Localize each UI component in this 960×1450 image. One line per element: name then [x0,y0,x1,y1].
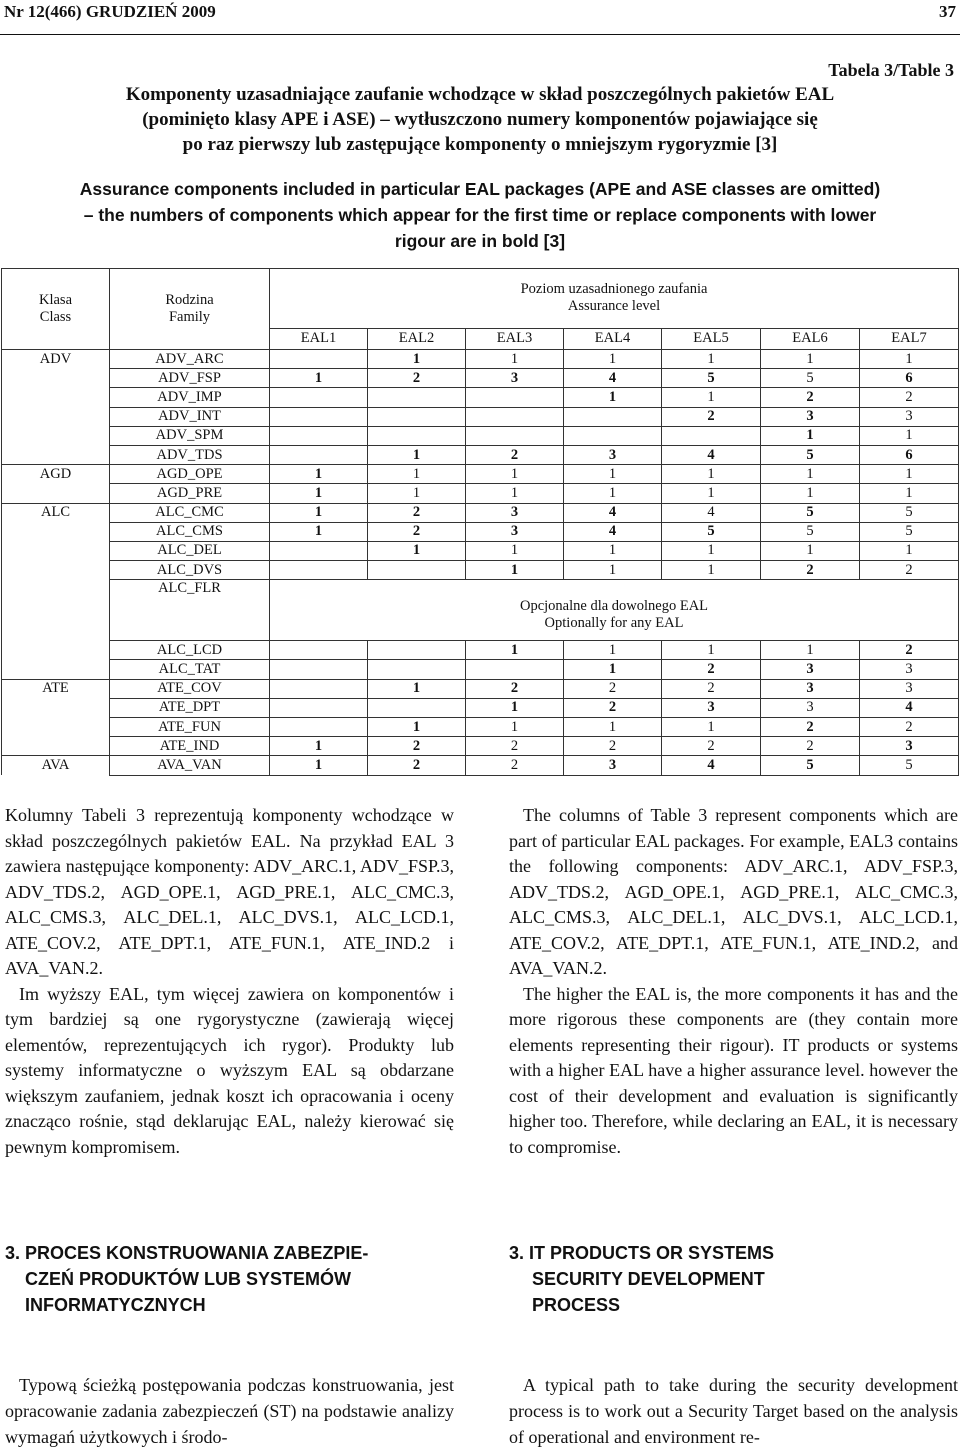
eal-value-cell: 1 [368,541,466,560]
eal-value-cell: 1 [368,465,466,484]
eal-value-cell: 1 [368,718,466,737]
header-family [110,269,270,350]
section-heading-line: CZEŃ PRODUKTÓW LUB SYSTEMÓW [25,1269,351,1289]
eal-value-cell: 2 [761,718,860,737]
eal-value-cell: 1 [270,484,368,503]
table-row [2,561,959,580]
eal-value-cell: 2 [662,679,761,698]
eal-value-cell: 5 [761,445,860,464]
paragraph: The higher the EAL is, the more components it has and the more rigorous these components are (they contain more elements representing their rigour). IT products or systems with a higher EAL have a higher assurance level. however the cost of their development and evaluation is significantly higher too. Therefore, while declaring an EAL, it is necessary to compromise. [509,983,958,1157]
eal-value-cell: 2 [860,561,959,580]
eal-value-cell: 5 [761,369,860,388]
class-cell [2,718,110,737]
eal-value-cell [270,445,368,464]
eal-value-cell [466,407,564,426]
table-row [2,445,959,464]
eal-value-cell: 3 [466,503,564,522]
table-row [2,484,959,503]
class-cell: ADV [2,350,110,369]
table-row [2,580,959,641]
eal-value-cell: 2 [368,756,466,775]
eal-value-cell: 2 [662,407,761,426]
eal-value-cell: 1 [564,641,662,660]
family-cell: ADV_SPM [110,426,270,445]
eal-value-cell [270,679,368,698]
table-row [2,369,959,388]
eal-value-cell [368,388,466,407]
family-cell: AVA_VAN [110,756,270,775]
family-cell: ATE_FUN [110,718,270,737]
section-heading-line: INFORMATYCZNYCH [25,1295,206,1315]
class-cell: ALC [2,503,110,522]
family-cell: ATE_COV [110,679,270,698]
table-row [2,522,959,541]
eal-value-cell [662,426,761,445]
eal-value-cell: 3 [466,522,564,541]
eal-value-cell: 2 [368,737,466,756]
eal-value-cell: 3 [564,445,662,464]
eal-value-cell [270,698,368,717]
eal-value-cell: 5 [761,756,860,775]
family-cell: ALC_CMS [110,522,270,541]
eal-value-cell: 1 [270,522,368,541]
eal-value-cell [564,407,662,426]
eal-value-cell: 1 [466,465,564,484]
header-rule [0,34,960,35]
class-cell [2,369,110,388]
eal-value-cell: 2 [662,660,761,679]
eal-value-cell: 3 [761,660,860,679]
eal-value-cell: 2 [466,445,564,464]
class-cell [2,580,110,641]
paragraph: A typical path to take during the security development process is to work out a Security Target based on the analysis of operational and environment re- [509,1375,958,1447]
eal-value-cell: 1 [761,350,860,369]
eal-value-cell: 1 [564,541,662,560]
eal-value-cell: 3 [860,737,959,756]
eal-value-cell: 1 [860,484,959,503]
eal-value-cell: 4 [564,522,662,541]
eal-value-cell: 1 [368,445,466,464]
eal-column-header: EAL2 [368,328,466,349]
eal-value-cell: 1 [860,465,959,484]
eal-value-cell [368,426,466,445]
page-header [0,0,960,38]
eal-value-cell: 2 [466,679,564,698]
eal-value-cell: 4 [662,503,761,522]
eal-value-cell: 1 [761,541,860,560]
table-row [2,698,959,717]
eal-value-cell: 5 [662,522,761,541]
eal-value-cell: 6 [860,369,959,388]
eal-value-cell: 5 [860,756,959,775]
title-pl-line: Komponenty uzasadniające zaufanie wchodzące w skład poszczególnych pakietów EAL [125,84,835,105]
class-cell [2,407,110,426]
eal-value-cell [466,660,564,679]
eal-value-cell: 2 [860,641,959,660]
eal-value-cell: 1 [761,465,860,484]
header-family-en: Family [168,309,211,325]
family-cell: ALC_TAT [110,660,270,679]
header-level-en: Assurance level [567,298,661,315]
table-row [2,407,959,426]
table-row [2,465,959,484]
eal-value-cell: 2 [860,718,959,737]
header-class [2,269,110,350]
eal-value-cell: 1 [466,561,564,580]
paragraph: Im wyższy EAL, tym więcej zawiera on komponentów i tym bardziej są one rygorystyczne (zawierają więcej elementów, reprezentujących ich rygor). Produkty lub systemy informatyczne o wyższym EAL są obdarzane większym zaufaniem, jednak koszt ich opracowania i oceny znacząco rośnie, stąd deklarując EAL, należy kierować się pewnym kompromisem. [5,983,454,1157]
class-cell [2,698,110,717]
family-cell: ATE_IND [110,737,270,756]
page-number: 37 [939,2,956,21]
eal-value-cell: 1 [466,641,564,660]
eal-value-cell: 5 [662,369,761,388]
eal-value-cell: 2 [662,737,761,756]
section-heading-line: PROCESS [532,1295,621,1315]
eal-value-cell: 4 [662,445,761,464]
column-left-pl [5,803,454,1160]
table-row [2,641,959,660]
eal-value-cell: 6 [860,445,959,464]
eal-column-header: EAL5 [662,328,761,349]
eal-value-cell: 2 [860,388,959,407]
eal-value-cell [270,541,368,560]
table-body [2,350,959,776]
eal-value-cell: 1 [564,660,662,679]
eal-value-cell [270,561,368,580]
eal-value-cell: 2 [761,561,860,580]
eal-value-cell: 1 [368,350,466,369]
eal-value-cell [368,561,466,580]
family-cell: ALC_CMC [110,503,270,522]
section-heading-pl [5,1240,445,1318]
eal-column-header: EAL7 [860,328,959,349]
eal-value-cell [368,641,466,660]
body-text-pl [5,1372,454,1450]
optional-note-line: Optionally for any EAL [544,615,684,632]
table-row [2,679,959,698]
class-cell [2,561,110,580]
eal-value-cell: 2 [761,737,860,756]
eal-value-cell: 3 [860,407,959,426]
eal-value-cell: 5 [761,522,860,541]
eal-value-cell: 1 [662,718,761,737]
eal-value-cell: 1 [466,698,564,717]
family-cell: AGD_PRE [110,484,270,503]
family-cell: ADV_ARC [110,350,270,369]
header-class-en: Class [39,309,72,325]
section-heading-line: 3. IT PRODUCTS OR SYSTEMS [509,1243,775,1263]
family-cell: ALC_DVS [110,561,270,580]
eal-value-cell: 1 [860,350,959,369]
eal-value-cell: 2 [466,737,564,756]
table-row [2,503,959,522]
eal-value-cell [270,660,368,679]
class-cell [2,522,110,541]
eal-value-cell: 1 [662,561,761,580]
eal-value-cell [270,718,368,737]
eal-value-cell: 4 [662,756,761,775]
eal-value-cell: 4 [564,369,662,388]
eal-value-cell: 1 [564,718,662,737]
eal-value-cell [270,426,368,445]
eal-value-cell: 1 [860,541,959,560]
eal-value-cell: 4 [860,698,959,717]
eal-value-cell: 1 [662,641,761,660]
eal-value-cell: 1 [270,737,368,756]
eal-value-cell: 3 [662,698,761,717]
eal-value-cell: 2 [564,737,662,756]
family-cell: ALC_FLR [110,580,270,641]
class-cell: ATE [2,679,110,698]
table-row [2,350,959,369]
family-cell: ADV_IMP [110,388,270,407]
header-level-pl: Poziom uzasadnionego zaufania [520,281,708,298]
eal-value-cell: 1 [761,426,860,445]
header-level [270,269,959,329]
eal-value-cell: 1 [564,561,662,580]
eal-column-header: EAL4 [564,328,662,349]
class-cell [2,426,110,445]
family-cell: ATE_DPT [110,698,270,717]
eal-value-cell [466,426,564,445]
table-title-pl [0,82,960,157]
table-header-row [2,269,959,329]
title-en-line: rigour are in bold [3] [394,231,566,251]
table-row [2,426,959,445]
eal-column-header: EAL3 [466,328,564,349]
eal-value-cell: 1 [466,484,564,503]
issue-label: Nr 12(466) GRUDZIEŃ 2009 [4,2,216,21]
eal-value-cell: 1 [662,484,761,503]
family-cell: ADV_TDS [110,445,270,464]
eal-value-cell: 5 [860,522,959,541]
family-cell: AGD_OPE [110,465,270,484]
eal-value-cell: 2 [368,503,466,522]
eal-value-cell: 1 [761,641,860,660]
table-label: Tabela 3/Table 3 [828,60,954,80]
eal-value-cell: 1 [564,465,662,484]
family-cell: ADV_FSP [110,369,270,388]
eal-column-header: EAL6 [761,328,860,349]
eal-value-cell [368,660,466,679]
eal-value-cell: 3 [466,369,564,388]
eal-value-cell: 3 [761,679,860,698]
class-cell [2,445,110,464]
class-cell: AGD [2,465,110,484]
paragraph: Kolumny Tabeli 3 reprezentują komponenty wchodzące w skład poszczególnych pakietów EAL. Na przykład EAL 3 zawiera następujące komponenty: ADV_ARC.1, ADV_FSP.3, ADV_TDS.2, AGD_OPE.1, AGD_PRE.1, ALC_CMC.3, ALC_CMS.3, ALC_DEL.1, ALC_DVS.1, ALC_LCD.1, ATE_COV.2, ATE_DPT.1, ATE_FUN.1, ATE_IND.2 i AVA_VAN.2. [5,805,454,978]
eal-value-cell: 1 [662,541,761,560]
eal-value-cell: 3 [564,756,662,775]
table-row [2,718,959,737]
eal-value-cell: 3 [761,407,860,426]
section-heading-en [509,1240,949,1318]
eal-value-cell: 1 [662,388,761,407]
paragraph: Typową ścieżką postępowania podczas konstruowania, jest opracowanie zadania zabezpieczeń (ST) na podstawie analizy wymagań użytkowych i środo- [5,1375,454,1447]
eal-value-cell: 3 [860,660,959,679]
table-title-en [0,176,960,254]
title-en-line: – the numbers of components which appear for the first time or replace components with lower [83,205,877,225]
header-family-pl: Rodzina [165,292,214,308]
eal-value-cell [466,388,564,407]
eal-value-cell: 3 [860,679,959,698]
eal-value-cell: 2 [368,369,466,388]
table-row [2,737,959,756]
optional-note-cell [270,580,959,641]
family-cell: ADV_INT [110,407,270,426]
eal-value-cell: 5 [761,503,860,522]
family-cell: ALC_LCD [110,641,270,660]
eal-value-cell [564,426,662,445]
eal-value-cell: 1 [368,484,466,503]
eal-value-cell: 2 [466,756,564,775]
optional-note-line: Opcjonalne dla dowolnego EAL [519,598,709,615]
eal-value-cell: 2 [761,388,860,407]
eal-column-header: EAL1 [270,328,368,349]
class-cell [2,660,110,679]
eal-value-cell: 1 [270,369,368,388]
eal-value-cell: 1 [466,718,564,737]
table-row [2,388,959,407]
title-pl-line: po raz pierwszy lub zastępujące komponenty o mniejszym rygoryzmie [3] [182,134,778,155]
eal-value-cell [270,641,368,660]
class-cell: AVA [2,756,110,775]
eal-value-cell: 1 [466,541,564,560]
eal-value-cell: 5 [860,503,959,522]
class-cell [2,484,110,503]
section-heading-line: SECURITY DEVELOPMENT [532,1269,765,1289]
class-cell [2,641,110,660]
eal-value-cell: 1 [662,350,761,369]
body-text-en [509,1372,958,1450]
eal-value-cell: 3 [761,698,860,717]
paragraph: The columns of Table 3 represent components which are part of particular EAL packages. For example, EAL3 contains the following components: ADV_ARC.1, ADV_FSP.3, ADV_TDS.2, AGD_OPE.1, AGD_PRE.1, ALC_CMC.3, ALC_CMS.3, ALC_DEL.1, ALC_DVS.1, ALC_LCD.1, ATE_COV.2, ATE_DPT.1, ATE_FUN.1, ATE_IND.2, and AVA_VAN.2. [509,805,958,978]
section-heading-line: 3. PROCES KONSTRUOWANIA ZABEZPIE- [5,1243,369,1263]
eal-value-cell: 2 [564,698,662,717]
eal-value-cell: 1 [860,426,959,445]
eal-value-cell: 1 [270,503,368,522]
eal-value-cell: 2 [368,522,466,541]
class-cell [2,388,110,407]
table-row [2,660,959,679]
eal-value-cell: 1 [270,756,368,775]
eal-value-cell: 4 [564,503,662,522]
column-right-en [509,803,958,1160]
title-en-line: Assurance components included in particular EAL packages (APE and ASE classes are omitted) [79,179,881,199]
eal-value-cell: 1 [368,679,466,698]
eal-value-cell [368,698,466,717]
table-row [2,756,959,775]
eal-value-cell [270,350,368,369]
eal-value-cell: 1 [662,465,761,484]
class-cell [2,737,110,756]
class-cell [2,541,110,560]
eal-table [1,268,959,776]
title-pl-line: (pominięto klasy APE i ASE) – wytłuszczono numery komponentów pojawiające się [142,109,818,130]
eal-value-cell [270,407,368,426]
eal-value-cell: 2 [564,679,662,698]
table-row [2,541,959,560]
eal-value-cell [270,388,368,407]
header-class-pl: Klasa [38,292,72,308]
eal-value-cell [368,407,466,426]
eal-value-cell: 1 [466,350,564,369]
eal-value-cell: 1 [564,484,662,503]
eal-value-cell: 1 [564,388,662,407]
eal-value-cell: 1 [270,465,368,484]
eal-value-cell: 1 [761,484,860,503]
eal-value-cell: 1 [564,350,662,369]
family-cell: ALC_DEL [110,541,270,560]
